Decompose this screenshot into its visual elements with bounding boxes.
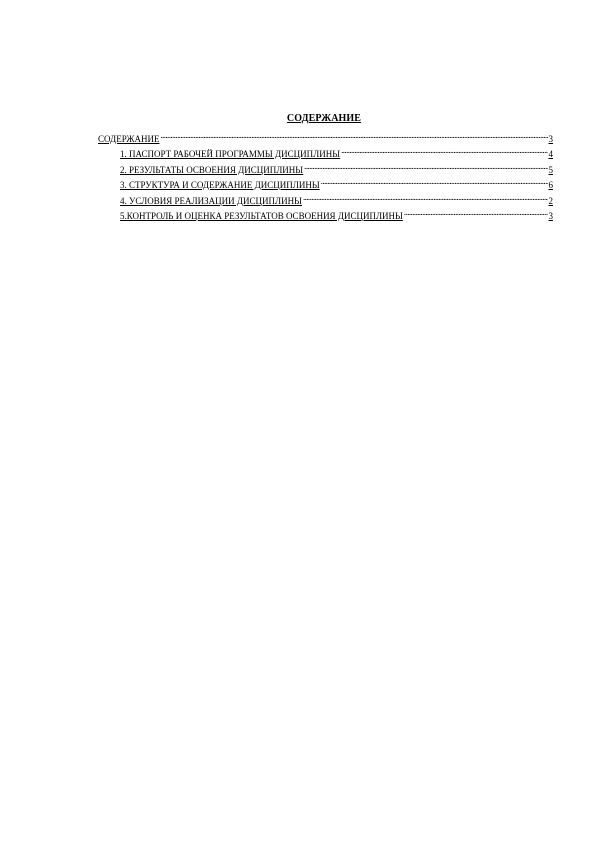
toc-entry-section-1[interactable] bbox=[120, 144, 553, 157]
toc-heading: СОДЕРЖАНИЕ bbox=[286, 113, 362, 124]
dot-leader bbox=[341, 144, 547, 157]
dot-leader bbox=[160, 129, 547, 142]
toc-entry-label: 3. СТРУКТУРА И СОДЕРЖАНИЕ ДИСЦИПЛИНЫ bbox=[120, 180, 320, 190]
toc-entry-section-3[interactable] bbox=[120, 175, 553, 188]
dot-leader bbox=[404, 206, 548, 219]
toc-entry-page-number: 3 bbox=[548, 134, 553, 144]
toc-entry-section-5[interactable] bbox=[120, 206, 553, 219]
toc-entry-section-4[interactable] bbox=[120, 191, 553, 204]
toc-entry-label: СОДЕРЖАНИЕ bbox=[98, 134, 160, 144]
toc-entry-page-number: 6 bbox=[548, 180, 553, 190]
toc-entry-label: 4. УСЛОВИЯ РЕАЛИЗАЦИИ ДИСЦИПЛИНЫ bbox=[120, 196, 302, 206]
toc-entry-page-number: 3 bbox=[548, 211, 553, 221]
dot-leader bbox=[303, 191, 548, 204]
dot-leader bbox=[321, 175, 548, 188]
toc-entry-section-2[interactable] bbox=[120, 160, 553, 173]
toc-entry-label: 1. ПАСПОРТ РАБОЧЕЙ ПРОГРАММЫ ДИСЦИПЛИНЫ bbox=[120, 149, 341, 159]
toc-entry-page-number: 5 bbox=[548, 165, 553, 175]
dot-leader bbox=[304, 160, 547, 173]
toc-entry-label: 5.КОНТРОЛЬ И ОЦЕНКА РЕЗУЛЬТАТОВ ОСВОЕНИЯ ДИСЦИПЛИНЫ bbox=[120, 211, 403, 221]
toc-entry-page-number: 2 bbox=[548, 196, 553, 206]
toc-entry-label: 2. РЕЗУЛЬТАТЫ ОСВОЕНИЯ ДИСЦИПЛИНЫ bbox=[120, 165, 304, 175]
toc-entry-page-number: 4 bbox=[548, 149, 553, 159]
toc-entry-contents[interactable] bbox=[98, 129, 553, 142]
